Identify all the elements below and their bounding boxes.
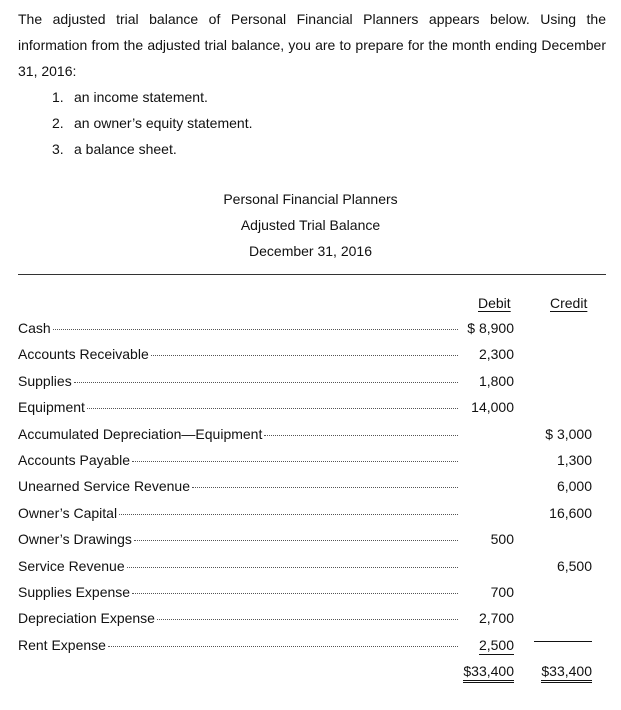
table-row [18,500,606,526]
intro-paragraph: The adjusted trial balance of Personal Financial Planners appears below. Using the information from the adjusted trial balance, you are to prepare for the month ending December 31, 2016: [18,11,606,79]
account-cell [18,447,458,473]
debit-amount: 2,300 [478,346,514,363]
report-title: Adjusted Trial Balance [240,217,381,233]
dot-leader [134,540,458,541]
dot-leader [53,329,458,330]
table-row [18,341,606,367]
credit-amount: 16,600 [549,504,592,521]
account-name: Supplies Expense [18,583,131,600]
credit-amount: 1,300 [556,451,592,468]
dot-leader [132,593,458,594]
dot-leader [132,461,458,462]
report-date: December 31, 2016 [249,243,372,259]
credit-amount: $ 3,000 [545,425,592,442]
trial-balance-table [18,315,606,686]
dot-leader [264,435,458,436]
company-name: Personal Financial Planners [223,191,398,207]
account-cell [18,632,458,658]
table-row [18,315,606,341]
table-row [18,447,606,473]
account-cell [18,315,458,341]
task-text: a balance sheet. [74,141,177,157]
account-name: Depreciation Expense [18,610,155,627]
account-name: Accumulated Depreciation—Equipment [18,425,263,442]
debit-amount: 700 [490,583,514,600]
account-cell [18,341,458,367]
account-cell [18,500,458,526]
account-cell [18,605,458,631]
account-cell [18,579,458,605]
task-text: an owner’s equity statement. [74,115,253,131]
account-cell [18,368,458,394]
account-cell [18,421,458,447]
task-text: an income statement. [74,89,208,105]
credit-amount: 6,000 [556,478,592,495]
account-name: Rent Expense [18,636,106,653]
account-name: Owner’s Capital [18,504,118,521]
table-row [18,632,606,658]
credit-column-header: Credit [550,295,588,311]
report-heading [0,186,621,264]
task-item [52,84,252,110]
debit-amount: 500 [490,531,514,548]
account-name: Owner’s Drawings [18,531,132,548]
table-row [18,421,606,447]
table-row [18,553,606,579]
credit-amount: 6,500 [556,557,592,574]
dot-leader [192,487,458,488]
task-number: 1. [52,89,64,105]
credit-underline [534,641,592,642]
table-row [18,526,606,552]
credit-total: $33,400 [541,662,592,683]
task-item [52,110,252,136]
account-name: Service Revenue [18,557,125,574]
debit-amount: 2,700 [478,610,514,627]
totals-row [18,658,606,686]
debit-total: $33,400 [463,662,514,683]
dot-leader [119,514,458,515]
table-row [18,473,606,499]
account-name: Equipment [18,399,85,416]
debit-amount: 14,000 [471,399,514,416]
account-name: Supplies [18,372,72,389]
task-item [52,136,252,162]
task-list [52,84,252,162]
dot-leader [151,355,458,356]
account-cell [18,526,458,552]
account-name: Cash [18,320,51,336]
account-name: Accounts Payable [18,451,131,468]
table-row [18,394,606,420]
debit-amount: 2,500 [478,636,514,653]
dot-leader [127,567,458,568]
table-row [18,579,606,605]
account-name: Unearned Service Revenue [18,478,190,495]
table-row [18,605,606,631]
dot-leader [157,619,458,620]
account-cell [18,473,458,499]
dot-leader [74,382,458,383]
debit-amount: $ 8,900 [467,320,514,336]
dot-leader [87,408,458,409]
account-name: Accounts Receivable [18,346,149,363]
task-number: 2. [52,115,64,131]
debit-column-header: Debit [478,295,511,311]
debit-amount: 1,800 [478,372,514,389]
table-row [18,368,606,394]
task-number: 3. [52,141,64,157]
dot-leader [108,646,458,647]
account-cell [18,394,458,420]
divider-rule [18,274,606,275]
account-cell [18,553,458,579]
